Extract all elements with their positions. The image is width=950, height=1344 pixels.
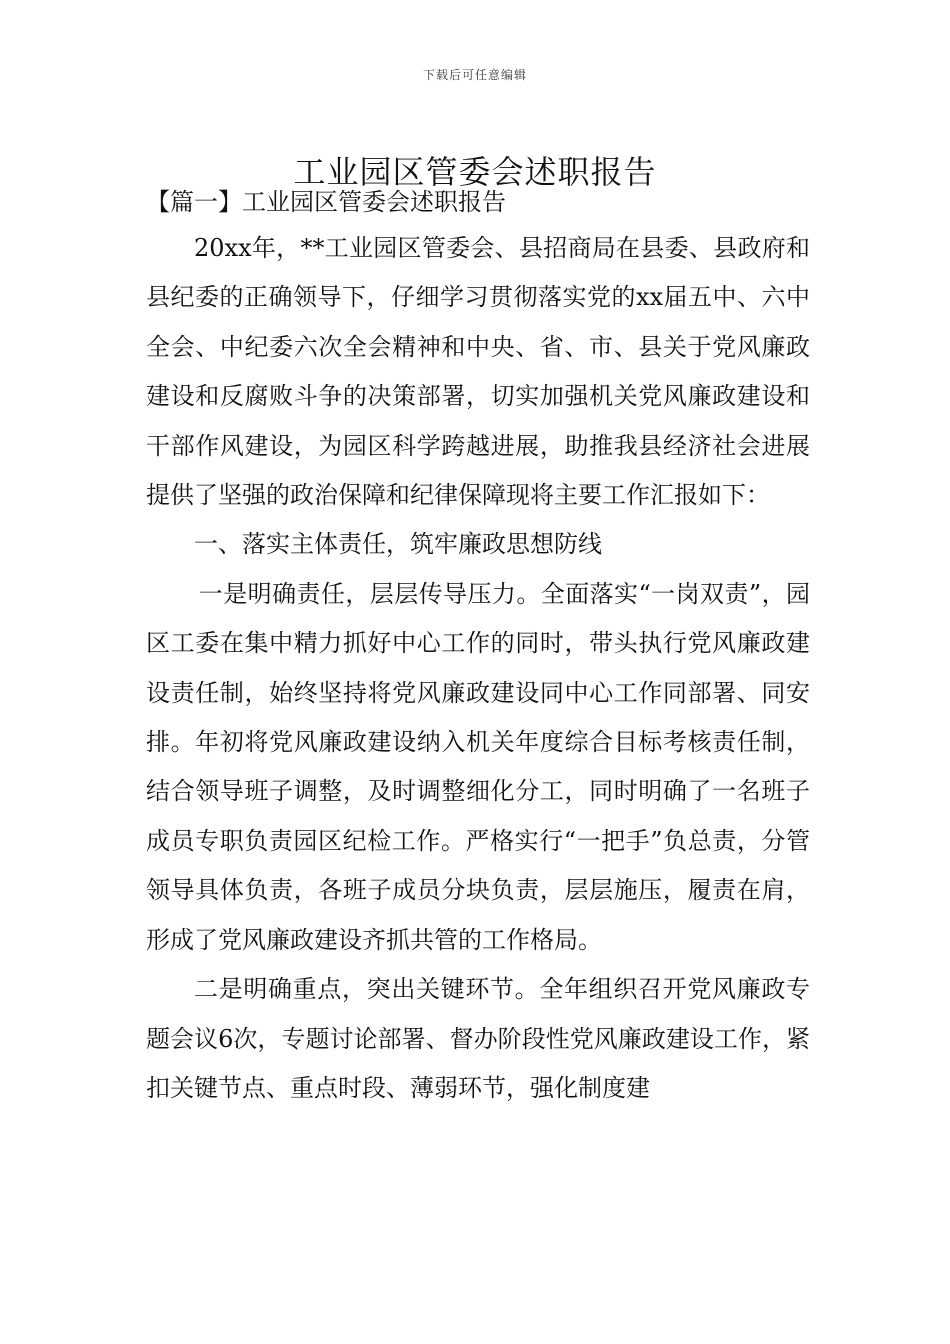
header-note: 下载后可任意编辑 xyxy=(422,68,527,82)
paragraph-point-1: 一是明确责任，层层传导压力。全面落实“一岗双责”，园区工委在集中精力抓好中心工作的同时，带头执行党风廉政建设责任制，始终坚持将党风廉政建设同中心工作同部署、同安排。年初将党风廉政建设纳入机关年度综合目标考核责任制，结合领导班子调整，及时调整细化分工，同时明确了一名班子成员专职负责园区纪检工作。严格实行“一把手”负总责，分管领导具体负责，各班子成员分块负责，层层施压，履责在肩，形成了党风廉政建设齐抓共管的工作格局。 xyxy=(146,579,810,954)
paragraph-point-2: 二是明确重点，突出关键环节。全年组织召开党风廉政专题会议6次，专题讨论部署、督办阶段性党风廉政建设工作，紧扣关键节点、重点时段、薄弱环节，强化制度建 xyxy=(146,975,810,1102)
document-title: 工业园区管委会述职报告 xyxy=(293,153,657,192)
document-body xyxy=(146,224,810,1113)
section-heading: 【篇一】工业园区管委会述职报告 xyxy=(146,188,506,216)
paragraph-intro: 20xx年，**工业园区管委会、县招商局在县委、县政府和县纪委的正确领导下，仔细学习贯彻落实党的xx届五中、六中全会、中纪委六次全会精神和中央、省、市、县关于党风廉政建设和反腐败斗争的决策部署，切实加强机关党风廉政建设和干部作风建设，为园区科学跨越进展，助推我县经济社会进展提供了坚强的政治保障和纪律保障现将主要工作汇报如下： xyxy=(146,234,810,510)
paragraph-subheading-1: 一、落实主体责任，筑牢廉政思想防线 xyxy=(194,530,602,559)
